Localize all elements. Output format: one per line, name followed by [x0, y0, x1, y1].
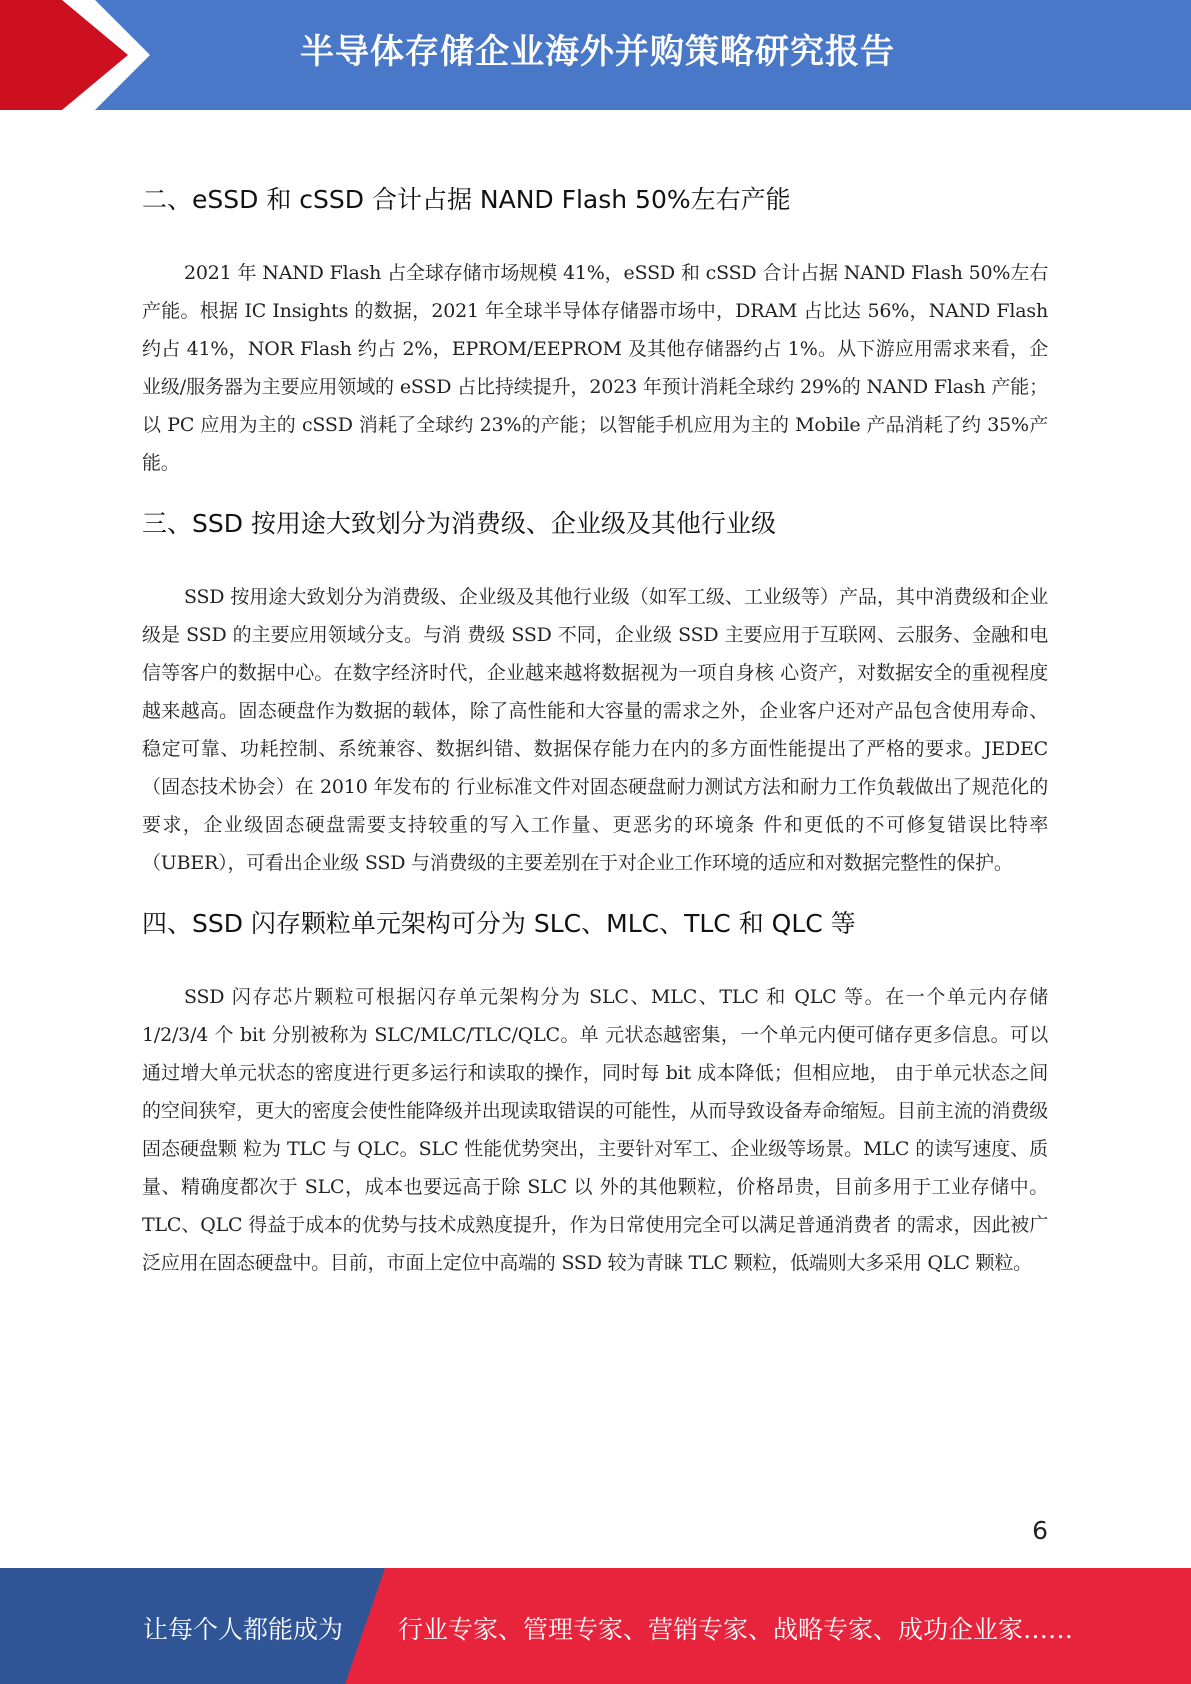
- report-title: 半导体存储企业海外并购策略研究报告: [300, 32, 895, 72]
- section-heading: 四、SSD 闪存颗粒单元架构可分为 SLC、MLC、TLC 和 QLC 等: [142, 909, 856, 938]
- footer-slogan-right: 行业专家、管理专家、营销专家、战略专家、成功企业家……: [398, 1615, 1074, 1644]
- section-heading: 二、eSSD 和 cSSD 合计占据 NAND Flash 50%左右产能: [142, 185, 791, 214]
- section-paragraph: SSD 闪存芯片颗粒可根据闪存单元架构分为 SLC、MLC、TLC 和 QLC 等。在一个单元内存储 1/2/3/4 个 bit 分别被称为 SLC/MLC/TLC/QLC。单 元状态越密集，一个单元内便可储存更多信息。可以通过增大单元状态的密度进行更多运行和读取的操作，同时每 bit 成本降低；但相应地， 由于单元状态之间的空间狭窄，更大的密度会使性能降级并出现读取错误的可能性，从而导致设备寿命缩短。目前主流的消费级固态硬盘颗 粒为 TLC 与 QLC。SLC 性能优势突出，主要针对军工、企业级等场景。MLC 的读写速度、质量、精确度都次于 SLC，成本也要远高于除 SLC 以 外的其他颗粒，价格昂贵，目前多用于工业存储中。TLC、QLC 得益于成本的优势与技术成熟度提升，作为日常使用完全可以满足普通消费者 的需求，因此被广泛应用在固态硬盘中。目前，市面上定位中高端的 SSD 较为青睐 TLC 颗粒，低端则大多采用 QLC 颗粒。: [142, 986, 1048, 1274]
- page-footer: [0, 1568, 1191, 1684]
- page-header: [0, 0, 1191, 110]
- document-body: [142, 160, 1048, 1282]
- header-chevron-decoration: [0, 0, 160, 110]
- section-4: [142, 904, 1048, 1282]
- section-2: [142, 180, 1048, 482]
- section-paragraph: SSD 按用途大致划分为消费级、企业级及其他行业级（如军工级、工业级等）产品，其中消费级和企业级是 SSD 的主要应用领域分支。与消 费级 SSD 不同，企业级 SSD 主要应用于互联网、云服务、金融和电信等客户的数据中心。在数字经济时代，企业越来越将数据视为一项自身核 心资产，对数据安全的重视程度越来越高。固态硬盘作为数据的载体，除了高性能和大容量的需求之外，企业客户还对产品包含使用寿命、 稳定可靠、功耗控制、系统兼容、数据纠错、数据保存能力在内的多方面性能提出了严格的要求。JEDEC（固态技术协会）在 2010 年发布的 行业标准文件对固态硬盘耐力测试方法和耐力工作负载做出了规范化的要求，企业级固态硬盘需要支持较重的写入工作量、更恶劣的环境条 件和更低的不可修复错误比特率（UBER），可看出企业级 SSD 与消费级的主要差别在于对企业工作环境的适应和对数据完整性的保护。: [142, 586, 1048, 874]
- page-number: 6: [1032, 1516, 1048, 1545]
- section-heading: 三、SSD 按用途大致划分为消费级、企业级及其他行业级: [142, 509, 776, 538]
- section-3: [142, 504, 1048, 882]
- footer-slogan-left: 让每个人都能成为: [143, 1615, 344, 1644]
- section-paragraph: 2021 年 NAND Flash 占全球存储市场规模 41%，eSSD 和 cSSD 合计占据 NAND Flash 50%左右产能。根据 IC Insights 的数据，2021 年全球半导体存储器市场中，DRAM 占比达 56%，NAND Flash 约占 41%，NOR Flash 约占 2%，EPROM/EEPROM 及其他存储器约占 1%。从下游应用需求来看，企业级/服务器为主要应用领域的 eSSD 占比持续提升，2023 年预计消耗全球约 29%的 NAND Flash 产能； 以 PC 应用为主的 cSSD 消耗了全球约 23%的产能；以智能手机应用为主的 Mobile 产品消耗了约 35%产能。: [142, 262, 1048, 474]
